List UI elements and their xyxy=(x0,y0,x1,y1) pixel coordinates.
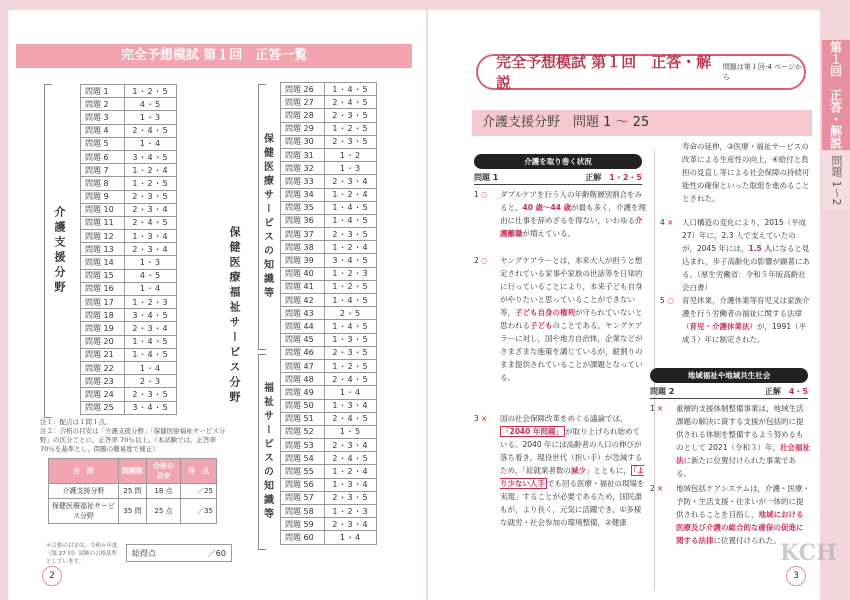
answer-row xyxy=(81,296,177,309)
answer-row xyxy=(281,267,377,280)
question-number: 問題 35 xyxy=(281,201,325,214)
answer-row xyxy=(281,83,377,96)
answer-row xyxy=(81,230,177,243)
correct-answer: 1・2・4 xyxy=(325,241,377,254)
correct-answer: 1・4・5 xyxy=(325,214,377,227)
left-page xyxy=(8,10,426,600)
answer-row xyxy=(281,386,377,399)
correct-answer: 1・4・5 xyxy=(325,83,377,96)
answer-row xyxy=(281,135,377,148)
explanation-item-1: 1 ○ ダブルケアを行う人の年齢階層別割合をみると，40 歳～44 歳が最も多く，介護を理由に仕事を辞めざるを得ない，いわゆる介護離職が増えている。 xyxy=(474,190,646,238)
answer-row xyxy=(281,346,377,359)
question-number: 問題 39 xyxy=(281,254,325,267)
question-number: 問題 3 xyxy=(81,111,125,124)
question-label-1: 問題 1 xyxy=(474,173,499,182)
score-row-pass: 25 点 xyxy=(147,499,181,524)
correct-answer: 2・3・5 xyxy=(325,135,377,148)
answer-row xyxy=(81,216,177,229)
correct-answer: 2・4・5 xyxy=(325,452,377,465)
side-tab-questions[interactable]: 問題 1〜2 xyxy=(822,150,850,210)
answer-row xyxy=(281,280,377,293)
answer-row xyxy=(281,148,377,161)
footnote: ＊合格の目安は、令和６年度（第 27 回）試験の合格基準としています。 xyxy=(46,543,118,565)
score-header-count: 問題数 xyxy=(119,459,147,484)
question-number: 問題 5 xyxy=(81,137,125,150)
correct-answer: 1・4 xyxy=(325,531,377,544)
question-number: 問題 50 xyxy=(281,399,325,412)
question-number: 問題 54 xyxy=(281,452,325,465)
score-header-field: 分 野 xyxy=(49,459,119,484)
question-number: 問題 41 xyxy=(281,280,325,293)
note-1: 注１：配点は１問１点。 xyxy=(40,418,112,426)
answer-row xyxy=(281,307,377,320)
answer-row xyxy=(81,243,177,256)
topic-heading-2: 地域福祉や地域共生社会 xyxy=(650,368,808,383)
answer-row xyxy=(281,425,377,438)
question-number: 問題 7 xyxy=(81,164,125,177)
answer-row xyxy=(81,335,177,348)
question-number: 問題 34 xyxy=(281,188,325,201)
answer-row xyxy=(81,348,177,361)
correct-answer: 1・5 xyxy=(325,425,377,438)
correct-answer: 1・4・5 xyxy=(325,320,377,333)
answer-row xyxy=(281,201,377,214)
answer-row xyxy=(81,98,177,111)
answer-2: 正解 4・5 xyxy=(764,387,808,396)
side-tab-chapter[interactable]: 第１回 正答・解説 xyxy=(822,40,850,150)
question-number: 問題 55 xyxy=(281,465,325,478)
question-number: 問題 59 xyxy=(281,518,325,531)
page-number-left: 2 xyxy=(42,566,62,586)
question-number: 問題 20 xyxy=(81,335,125,348)
correct-answer: 1・4 xyxy=(125,137,177,150)
answer-row xyxy=(281,518,377,531)
question-number: 問題 29 xyxy=(281,122,325,135)
label-hoken-iryo-fukushi: 保健医療福祉サービス分野 xyxy=(228,226,241,406)
explanation-item-2-1: 1 × 重層的支援体制整備事業は，地域生活課題の解決に資する支援が包括的に提供される体制を整備するよう努めるものとして 2021（令和３）年，社会福祉法に新たに位置付けられた事業である。 xyxy=(650,404,810,478)
answer-row xyxy=(281,373,377,386)
correct-answer: 2・3・4 xyxy=(325,175,377,188)
answer-row xyxy=(81,322,177,335)
answer-row xyxy=(81,269,177,282)
correct-answer: 1・3 xyxy=(325,162,377,175)
answer-row xyxy=(81,177,177,190)
answer-row xyxy=(281,96,377,109)
score-row-count: 35 問 xyxy=(119,499,147,524)
question-number: 問題 49 xyxy=(281,386,325,399)
answer-row xyxy=(81,85,177,98)
total-score-box xyxy=(126,544,232,562)
score-header-pass: 合格の目安 xyxy=(147,459,181,484)
question-number: 問題 23 xyxy=(81,375,125,388)
correct-answer: 1・4 xyxy=(325,386,377,399)
explanation-title xyxy=(476,54,806,90)
answer-row xyxy=(81,190,177,203)
question-number: 問題 36 xyxy=(281,214,325,227)
correct-answer: 1・4・5 xyxy=(325,201,377,214)
right-page xyxy=(428,10,837,600)
score-header-score: 得 点 xyxy=(181,459,217,484)
answer-row xyxy=(281,320,377,333)
correct-answer: 2・4・5 xyxy=(325,96,377,109)
total-value: ／60 xyxy=(207,549,226,558)
explanation-item-2: 2 ○ ヤングケアラーとは，本来大人が担うと想定されている家事や家族の世話等を日常的に行っていることにより，本来子ども自身がやりたいと思っていることができない等，子ども自身の権利が守られていないと思われる子どものことである。ヤングケアラーに対し，国や地方自治体，企業などがさまざまな施策を講じているが，縦割りのまま提供されていることが課題となっている。 xyxy=(474,256,643,382)
label-kaigo-shien: 介護支援分野 xyxy=(53,206,66,296)
correct-answer: 1・2・4 xyxy=(125,164,177,177)
question-number: 問題 52 xyxy=(281,425,325,438)
score-row-field: 介護支援分野 xyxy=(49,484,119,499)
answer-row xyxy=(281,241,377,254)
correct-answer: 2・3・4 xyxy=(125,203,177,216)
correct-answer: 1・2・5 xyxy=(325,359,377,372)
question-number: 問題 45 xyxy=(281,333,325,346)
question-number: 問題 38 xyxy=(281,241,325,254)
answer-row xyxy=(81,124,177,137)
correct-answer: 1・2・3 xyxy=(325,505,377,518)
question-number: 問題 16 xyxy=(81,282,125,295)
question-number: 問題 13 xyxy=(81,243,125,256)
answer-row xyxy=(281,214,377,227)
answer-row xyxy=(81,164,177,177)
question-number: 問題 12 xyxy=(81,230,125,243)
correct-answer: 4・5 xyxy=(125,269,177,282)
question-number: 問題 46 xyxy=(281,346,325,359)
question-number: 問題 4 xyxy=(81,124,125,137)
question-number: 問題 60 xyxy=(281,531,325,544)
question-number: 問題 8 xyxy=(81,177,125,190)
answer-table-2 xyxy=(280,82,377,545)
answer-row xyxy=(81,375,177,388)
correct-answer: 1・2・5 xyxy=(325,122,377,135)
correct-answer: 2・3・4 xyxy=(125,243,177,256)
correct-answer: 1・4・5 xyxy=(125,335,177,348)
correct-answer: 1・2・5 xyxy=(125,177,177,190)
question-number: 問題 44 xyxy=(281,320,325,333)
correct-answer: 2・3・5 xyxy=(125,190,177,203)
correct-answer: 1・2・4 xyxy=(325,188,377,201)
answer-row xyxy=(281,254,377,267)
answer-row xyxy=(281,359,377,372)
correct-answer: 2・3・5 xyxy=(325,346,377,359)
answer-row xyxy=(281,188,377,201)
answer-row xyxy=(281,505,377,518)
question-number: 問題 33 xyxy=(281,175,325,188)
answer-row xyxy=(281,228,377,241)
question-number: 問題 24 xyxy=(81,388,125,401)
answer-row xyxy=(281,452,377,465)
correct-answer: 2・3・5 xyxy=(325,109,377,122)
explanation-item-2-2: 2 × 地域包括ケアシステムは，介護・医療・予防・生活支援・住まいが一体的に提供されることを目指し，地域における医療及び介護の総合的な確保の促進に関する法律に位置付けられた。 xyxy=(650,484,810,545)
question-number: 問題 32 xyxy=(281,162,325,175)
question-number: 問題 48 xyxy=(281,373,325,386)
publisher-logo: KCH xyxy=(780,540,837,566)
question-number: 問題 37 xyxy=(281,228,325,241)
question-number: 問題 47 xyxy=(281,359,325,372)
correct-answer: 2・4・5 xyxy=(125,124,177,137)
answer-row xyxy=(81,111,177,124)
correct-answer: 1・4・5 xyxy=(125,348,177,361)
answer-row xyxy=(281,399,377,412)
note-2: 注２：合格の目安は「介護支援分野」「保健医療福祉サービス分野」の区分ごとに、正答率 70％以上。（本試験では、正答率 70％を基準とし、問題の難易度で補正） xyxy=(40,427,226,453)
answer-row xyxy=(281,478,377,491)
correct-answer: 2・3・4 xyxy=(325,518,377,531)
correct-answer: 1・2・4 xyxy=(325,465,377,478)
correct-answer: 2・3・4 xyxy=(325,439,377,452)
answer-row xyxy=(81,309,177,322)
question-number: 問題 56 xyxy=(281,478,325,491)
answer-row xyxy=(281,333,377,346)
score-row-pass: 18 点 xyxy=(147,484,181,499)
answer-row xyxy=(81,150,177,163)
question-number: 問題 28 xyxy=(281,109,325,122)
question-number: 問題 18 xyxy=(81,309,125,322)
question-number: 問題 1 xyxy=(81,85,125,98)
question-number: 問題 2 xyxy=(81,98,125,111)
question-number: 問題 57 xyxy=(281,491,325,504)
correct-answer: 1・3・4 xyxy=(325,399,377,412)
score-table xyxy=(48,458,217,524)
score-row-score: ／35 xyxy=(181,499,217,524)
correct-answer: 1・4・5 xyxy=(325,294,377,307)
correct-answer: 1・4 xyxy=(125,282,177,295)
answer-row xyxy=(81,256,177,269)
score-row-field: 保健医療福祉サービス分野 xyxy=(49,499,119,524)
explanation-title-sub: 問題は第１回-4 ページから xyxy=(722,63,802,81)
question-number: 問題 14 xyxy=(81,256,125,269)
correct-answer: 1・3 xyxy=(125,111,177,124)
question-number: 問題 27 xyxy=(281,96,325,109)
correct-answer: 2・4・5 xyxy=(325,373,377,386)
correct-answer: 1・2・3 xyxy=(325,267,377,280)
explanation-item-4: 4 × 人口構造の変化により，2015（平成 27）年に，2.3 人で支えていたのが，2045 年には，1.5 人になると見込まれ，歩子高齢化の影響が顕著にある。（厚生労働省：令和５年版高齢社会白書） xyxy=(660,218,810,292)
question-number: 問題 26 xyxy=(281,83,325,96)
answer-1: 正解 1・2・5 xyxy=(585,173,642,182)
answer-row xyxy=(281,412,377,425)
question-number: 問題 43 xyxy=(281,307,325,320)
page-number-right: 3 xyxy=(786,566,806,586)
total-label: 総得点 xyxy=(132,549,156,558)
question-number: 問題 9 xyxy=(81,190,125,203)
question-number: 問題 58 xyxy=(281,505,325,518)
answer-row xyxy=(81,388,177,401)
explanation-item-3-cont: 寿命の延伸，③医療・福祉サービスの改革による生産性の向上，④給付と負担の見直し等による社会保障の持続可能性の確保といった取組を進めることとされた。 xyxy=(682,142,810,203)
correct-answer: 2・3・5 xyxy=(325,491,377,504)
question-number: 問題 10 xyxy=(81,203,125,216)
question-number: 問題 17 xyxy=(81,296,125,309)
answer-row xyxy=(281,122,377,135)
correct-answer: 2・4・5 xyxy=(325,412,377,425)
question-number: 問題 40 xyxy=(281,267,325,280)
correct-answer: 3・4・5 xyxy=(325,254,377,267)
question-number: 問題 22 xyxy=(81,361,125,374)
correct-answer: 1・2・5 xyxy=(325,280,377,293)
correct-answer: 3・4・5 xyxy=(125,309,177,322)
question-header-1 xyxy=(474,172,642,185)
question-number: 問題 11 xyxy=(81,216,125,229)
correct-answer: 1・3・4 xyxy=(325,478,377,491)
label-hoken-iryo-chishiki: 保健医療サービスの知識等 xyxy=(261,133,273,301)
answer-row xyxy=(281,465,377,478)
correct-answer: 2・3・5 xyxy=(125,388,177,401)
correct-answer: 3・4・5 xyxy=(125,401,177,414)
question-number: 問題 42 xyxy=(281,294,325,307)
question-number: 問題 6 xyxy=(81,150,125,163)
question-number: 問題 51 xyxy=(281,412,325,425)
answer-table-1 xyxy=(80,84,177,415)
section-heading: 介護支援分野 問題 1 ～ 25 xyxy=(472,110,812,136)
question-number: 問題 19 xyxy=(81,322,125,335)
correct-answer: 1・2 xyxy=(325,148,377,161)
correct-answer: 1・3・4 xyxy=(125,230,177,243)
question-number: 問題 25 xyxy=(81,401,125,414)
answer-row xyxy=(281,294,377,307)
explanation-title-main: 完全予想模試 第１回 正答・解説 xyxy=(496,53,712,92)
answer-row xyxy=(281,439,377,452)
correct-answer: 1・2・5 xyxy=(125,85,177,98)
answer-row xyxy=(81,401,177,414)
correct-answer: 2・4・5 xyxy=(125,216,177,229)
correct-answer: 2・3 xyxy=(125,375,177,388)
answer-row xyxy=(281,175,377,188)
correct-answer: 2・3・5 xyxy=(325,228,377,241)
correct-answer: 1・2・3 xyxy=(125,296,177,309)
score-row-score: ／25 xyxy=(181,484,217,499)
correct-answer: 1・3・5 xyxy=(325,333,377,346)
question-number: 問題 53 xyxy=(281,439,325,452)
answer-row xyxy=(281,531,377,544)
answer-row xyxy=(81,361,177,374)
question-header-2 xyxy=(650,386,808,399)
answer-row xyxy=(81,137,177,150)
notes xyxy=(40,418,228,454)
correct-answer: 2・3・4 xyxy=(125,322,177,335)
score-row-count: 25 問 xyxy=(119,484,147,499)
answer-list-title: 完全予想模試 第１回 正答一覧 xyxy=(16,44,412,68)
question-number: 問題 30 xyxy=(281,135,325,148)
answer-row xyxy=(281,491,377,504)
correct-answer: 3・4・5 xyxy=(125,150,177,163)
question-number: 問題 15 xyxy=(81,269,125,282)
explanation-item-5: 5 ○ 育児休業，介護休業等育児又は家族介護を行う労働者の福祉に関する法律（育児・介護休業法）が，1991（平成３）年に制定された。 xyxy=(660,296,810,344)
answer-row xyxy=(81,282,177,295)
answer-row xyxy=(281,109,377,122)
correct-answer: 2・5 xyxy=(325,307,377,320)
question-number: 問題 21 xyxy=(81,348,125,361)
answer-row xyxy=(281,162,377,175)
correct-answer: 1・4 xyxy=(125,361,177,374)
label-fukushi-chishiki: 福祉サービスの知識等 xyxy=(261,382,273,522)
correct-answer: 1・3 xyxy=(125,256,177,269)
correct-answer: 4・5 xyxy=(125,98,177,111)
question-number: 問題 31 xyxy=(281,148,325,161)
topic-heading-1: 介護を取り巻く状況 xyxy=(474,154,642,169)
answer-row xyxy=(81,203,177,216)
question-label-2: 問題 2 xyxy=(650,387,675,396)
explanation-item-3: 3 × 国の社会保障改革をめぐる議論では，「2040 年問題」 が取り上げられ始めている。2040 年には高齢者の人口の伸びが落ち着き，現役世代（担い手）が急減するため，「総就業者数の減少」とともに， 「より少ない人手 でも回る医療・福祉の現場を実現」することが必要であるため，国民誰もが，より長く，元気に活躍でき，①多様な就労・社会参加の環境整備，②健康 xyxy=(474,414,645,527)
